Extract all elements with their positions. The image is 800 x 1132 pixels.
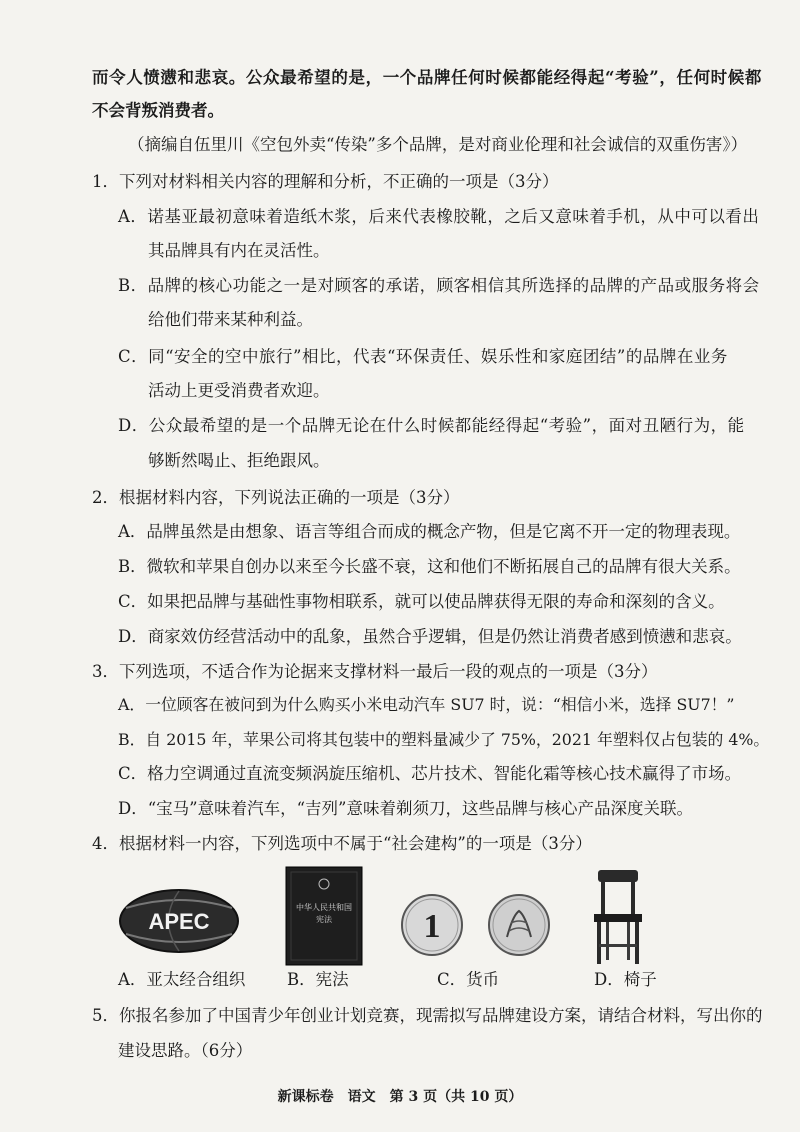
q1-option-d-line2: 够断然喝止、拒绝跟风。 [148,451,330,470]
source-citation: （摘编自伍里川《空包外卖“传染”多个品牌，是对商业伦理和社会诚信的双重伤害》） [128,135,748,154]
question-4-stem: 4．根据材料一内容，下列选项中不属于“社会建构”的一项是（3分） [92,834,592,853]
q1-option-a-line2: 其品牌具有内在灵活性。 [148,241,330,260]
q4-option-c-caption: C．货币 [437,970,500,989]
question-3-stem: 3．下列选项，不适合作为论据来支撑材料一最后一段的观点的一项是（3分） [92,662,658,681]
question-5-line1: 5．你报名参加了中国青少年创业计划竞赛，现需拟写品牌建设方案，请结合材料，写出你的 [92,1006,763,1025]
coin-numeral: 1 [423,908,441,945]
constitution-book-image [285,866,363,966]
intro-line-2: 不会背叛消费者。 [92,101,224,120]
book-title-line1: 中华人民共和国 [296,903,352,912]
q2-option-c: C．如果把品牌与基础性事物相联系，就可以使品牌获得无限的寿命和深刻的含义。 [118,592,725,611]
page-footer: 新课标卷 语文 第 3 页（共 10 页） [277,1089,523,1105]
question-1-stem: 1．下列对材料相关内容的理解和分析，不正确的一项是（3分） [92,172,559,191]
coin-reverse-image [487,893,551,957]
intro-line-1: 而令人愤懑和悲哀。公众最希望的是，一个品牌任何时候都能经得起“考验”，任何时候都 [92,68,762,87]
q3-option-a: A．一位顾客在被问到为什么购买小米电动汽车 SU7 时，说：“相信小米，选择 SU7！” [118,695,735,714]
q1-option-c-line1: C．同“安全的空中旅行”相比，代表“环保责任、娱乐性和家庭团结”的品牌在业务 [118,347,728,366]
q4-option-b-caption: B．宪法 [287,970,349,989]
q3-option-b: B．自 2015 年，苹果公司将其包装中的塑料量减少了 75%，2021 年塑料仅占包装的 4%。 [118,730,770,749]
q4-option-a-caption: A．亚太经合组织 [118,970,246,989]
apec-logo-image [118,888,240,954]
q1-option-b-line2: 给他们带来某种利益。 [148,310,313,329]
question-2-stem: 2．根据材料内容，下列说法正确的一项是（3分） [92,488,460,507]
q1-option-b-line1: B．品牌的核心功能之一是对顾客的承诺，顾客相信其所选择的品牌的产品或服务将会 [118,276,760,295]
book-title-line2: 宪法 [316,915,332,924]
q3-option-d: D．“宝马”意味着汽车，“吉列”意味着剃须刀，这些品牌与核心产品深度关联。 [118,799,693,818]
q4-option-d-caption: D．椅子 [594,970,657,989]
q1-option-a-line1: A．诺基亚最初意味着造纸木浆，后来代表橡胶靴，之后又意味着手机，从中可以看出 [118,207,760,226]
apec-logo-text: APEC [148,909,210,934]
q2-option-a: A．品牌虽然是由想象、语言等组合而成的概念产物，但是它离不开一定的物理表现。 [118,522,741,541]
q1-option-d-line1: D．公众最希望的是一个品牌无论在什么时候都能经得起“考验”，面对丑陋行为，能 [118,416,745,435]
q2-option-d: D．商家效仿经营活动中的乱象，虽然合乎逻辑，但是仍然让消费者感到愤懑和悲哀。 [118,627,742,646]
q3-option-c: C．格力空调通过直流变频涡旋压缩机、芯片技术、智能化霜等核心技术赢得了市场。 [118,764,742,783]
q2-option-b: B．微软和苹果自创办以来至今长盛不衰，这和他们不断拓展自己的品牌有很大关系。 [118,557,741,576]
question-4-image-row [0,860,800,970]
q1-option-c-line2: 活动上更受消费者欢迎。 [148,381,330,400]
question-5-line2: 建设思路。（6分） [118,1041,253,1060]
chair-image [588,866,648,966]
coin-obverse-image [400,893,464,957]
